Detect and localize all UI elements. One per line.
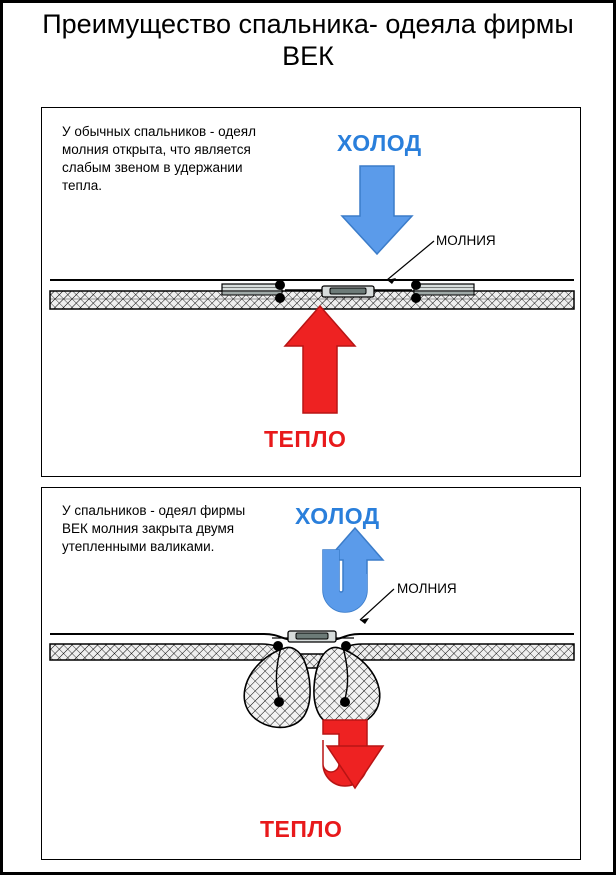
zipper-stopper-left-lower — [275, 293, 285, 303]
zipper-slider-top — [322, 286, 374, 297]
zipper-label-top: МОЛНИЯ — [436, 233, 496, 248]
zipper-label-bottom: МОЛНИЯ — [397, 581, 457, 596]
panel-open-zipper — [41, 107, 581, 477]
zipper-open-right — [414, 284, 474, 295]
zipper-stopper-right-lower — [411, 293, 421, 303]
cold-label-top: ХОЛОД — [337, 130, 422, 156]
top-diagram-graphics — [42, 108, 582, 478]
zipper-stopper-right-upper — [411, 280, 421, 290]
cold-label-bottom: ХОЛОД — [295, 503, 380, 529]
fabric-layer-top — [50, 291, 574, 309]
heat-arrow-uturn-icon — [323, 720, 383, 788]
bottom-diagram-graphics — [42, 488, 582, 861]
heat-arrow-up-icon — [285, 306, 355, 413]
heat-label-bottom: ТЕПЛО — [260, 816, 343, 842]
cold-arrow-uturn-icon — [323, 528, 383, 612]
panel-note-top: У обычных спальников - одеял молния открыта, что является слабым звеном в удержании тепла. — [62, 124, 256, 193]
panel-closed-zipper — [41, 487, 581, 860]
zipper-slider-bottom — [272, 631, 354, 642]
zipper-open-left — [222, 284, 282, 295]
heat-label-top: ТЕПЛО — [264, 426, 347, 452]
zipper-stopper-left-upper — [275, 280, 285, 290]
panel-note-bottom: У спальников - одеял фирмы ВЕК молния закрыта двумя утепленными валиками. — [62, 503, 246, 554]
page-title: Преимущество спальника- одеяла фирмы ВЕК — [42, 9, 574, 71]
cold-arrow-down-icon — [342, 166, 412, 254]
